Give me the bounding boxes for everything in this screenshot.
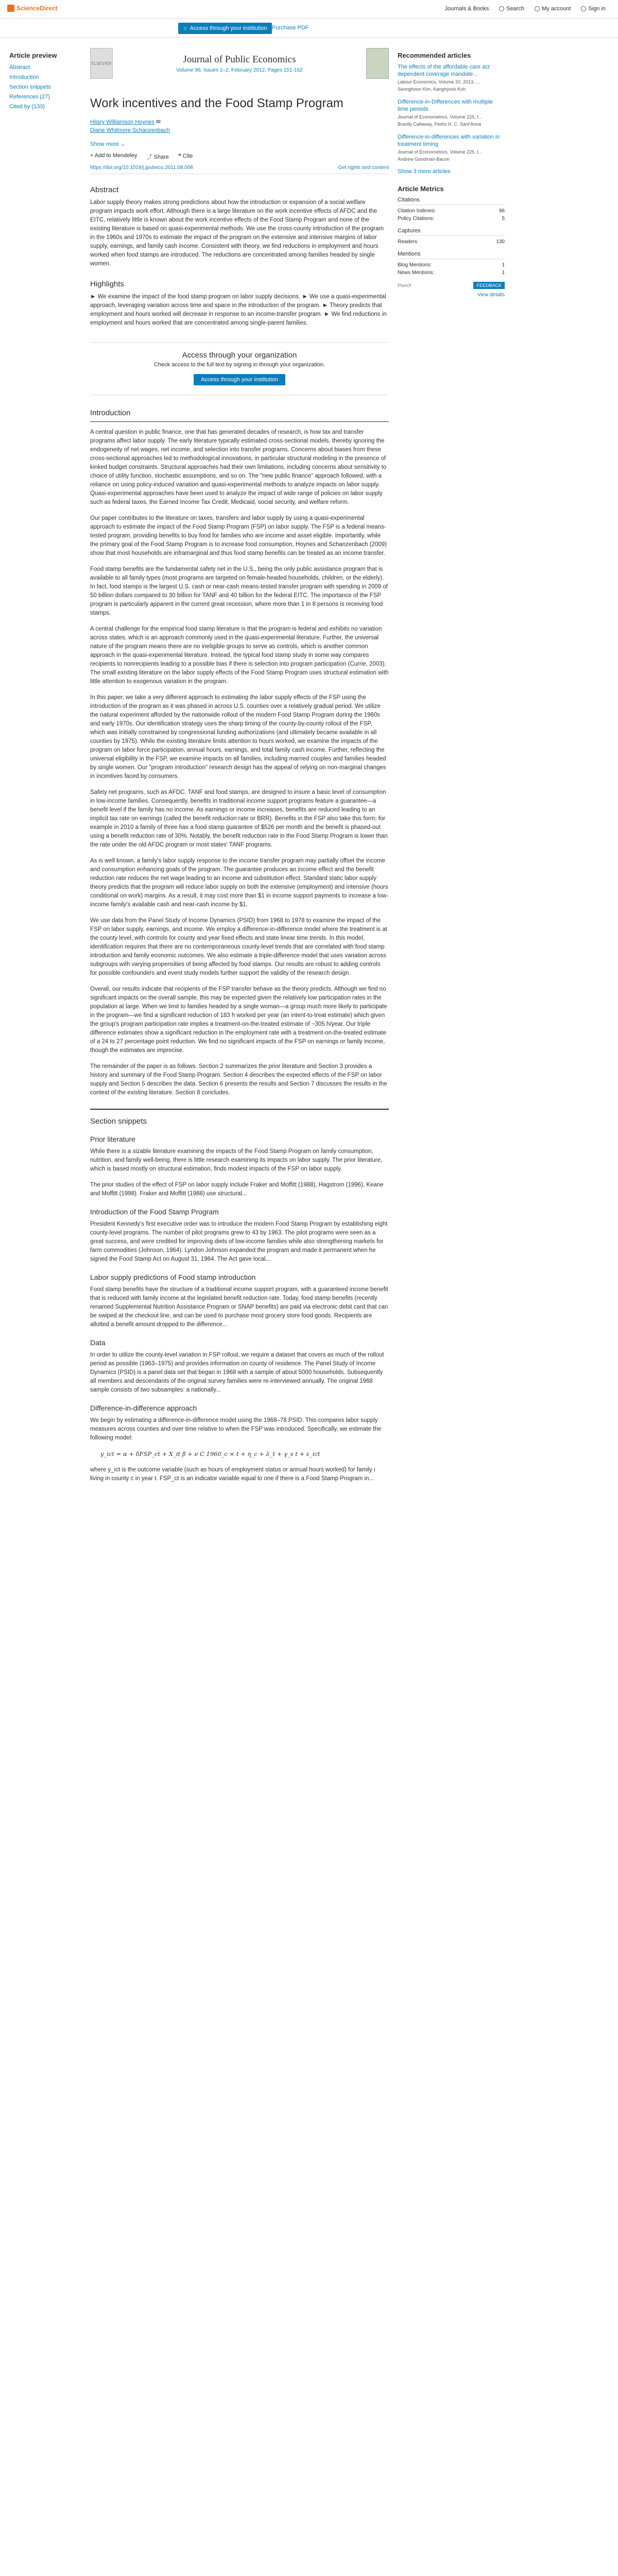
metrics-footer	[398, 282, 505, 289]
metric-group-citations	[398, 197, 505, 223]
mail-icon[interactable]: ✉	[156, 119, 161, 125]
nav-sign-in-label: Sign in	[588, 6, 606, 12]
snippet-paragraph: The prior studies of the effect of FSP on labor supply include Fraker and Moffitt (1988), Hagstrom (1996), Keane and Moffitt (1998). Fraker and Moffitt (1988) use structural...	[90, 1182, 384, 1197]
share-icon: ⤴	[146, 154, 152, 160]
snippet-title: Prior literature	[90, 1135, 135, 1143]
access-bar	[0, 19, 618, 38]
mendeley-label: Add to Mendeley	[94, 152, 138, 159]
intro-paragraph: In this paper, we take a very different approach to estimating the labor supply effects of the FSP using the introduction of the program as it was phased in across U.S. counties over a relatively gradual period. We utilize the natural experiment afforded by the nationwide rollout of the modern Food Stamp Program during the 1960s and early 1970s. Our identification strategy uses the sharp timing of the county-by-county rollout of the FSP, which was initially constrained by congressional funding authorizations (and ultimately became available in all counties by 1975). While the existing literature limits attention to hours worked, we examine the impacts of the program on labor force participation, annual hours, earnings, and total family cash income. Further, reflecting the universal eligibility in the FSP, we examine impacts on all families, including married couples and families headed by single women. Our "program introduction" research design has the appeal of relying on non-marginal changes in incentives faced by consumers.	[90, 694, 386, 779]
article-main	[90, 40, 389, 1490]
add-mendeley-button[interactable]: + Add to Mendeley	[90, 152, 138, 159]
journal-info	[119, 54, 360, 73]
abstract-heading: Abstract	[90, 185, 119, 194]
right-sidebar	[398, 52, 505, 298]
highlights-heading: Highlights	[90, 280, 124, 289]
elsevier-icon	[7, 5, 14, 12]
metric-value: 5	[502, 216, 505, 222]
outline-item-introduction[interactable]: Introduction	[9, 74, 39, 80]
intro-paragraph: A central question in public finance, one that has generated decades of research, is how tax and transfer programs affect labor supply. The early literature typically estimated cross-sectional models, thereby ignoring the endogeneity of net wages, net income, and selection into transfer programs. Concerns about biases from these cross-sectional approaches led to methodological innovations, in particular structural modeling in the presence of kinked budget constraints. Structural approaches had their own limitations, including concerns about sensitivity to choice of utility function, stochastic assumptions, and so on. The "new public finance" approach followed, with a reliance on using policy-induced variation and quasi-experimental methods to analyze impacts on labor supply. Quasi-experimental approaches have been used to analyze the impact of wide range of policies on labor supply such as federal taxes, the Earned Income Tax Credit, Medicaid, social security, and welfare reform.	[90, 429, 387, 505]
recommended-meta: Journal of Econometrics, Volume 225, I...	[398, 149, 483, 155]
recommended-item	[398, 98, 505, 127]
nav-search[interactable]	[499, 6, 524, 12]
metric-row	[398, 215, 505, 223]
intro-paragraph: Safety net programs, such as AFDC, TANF and food stamps, are designed to insure a basic level of consumption in low-income families. Consequently, benefits in traditional income support programs feature a guarantee—a benefit level if the family has no income. As earnings or income increases, benefits are reduced leading to an implicit tax rate on earnings (called the benefit reduction rate or BRR). Benefits in the FSP also take this form; for example in 2010 a family of three has a food stamp guarantee of $526 per month and the benefit is phased-out using a benefit reduction rate of 30%. Notably, the benefit reduction rate in the Food Stamp Program is lower than the rate under the old AFDC program or most states' TANF programs.	[90, 789, 388, 848]
recommended-authors: Brantly Callaway, Pedro H. C. Sant'Anna	[398, 122, 482, 127]
metric-value: 1	[502, 270, 505, 276]
nav-account-label: My account	[542, 6, 571, 12]
access-box	[90, 342, 389, 395]
access-institution-button[interactable]	[178, 23, 272, 34]
recommended-meta: Journal of Econometrics, Volume 225, I...	[398, 114, 483, 120]
metric-key: Citation Indexes:	[398, 208, 436, 214]
nav-my-account[interactable]	[535, 6, 571, 12]
recommended-authors: Andrew Goodman-Bacon	[398, 157, 450, 162]
feedback-button[interactable]: FEEDBACK	[473, 282, 505, 289]
show-more-label: Show more	[90, 141, 119, 147]
snippet-paragraph: In order to utilize the county-level variation in FSP rollout, we require a dataset that covers as much of the rollout period as possible (1963–1975) and provides information on county of residence. The Panel Study of Income Dynamics (PSID) is a panel data set that began in 1968 with a sample of about 5000 households. Subsequently all members and descendants of the original survey families were re-interviewed annually. The original 1968 sample consists of two subsamples: a nationally...	[90, 1352, 384, 1393]
show-more-toggle[interactable]	[90, 141, 389, 147]
metric-row	[398, 269, 505, 277]
top-bar	[0, 0, 618, 19]
plumx-logo: PlumX	[398, 283, 411, 288]
author-link-1[interactable]: Hilary Williamson Hoynes	[90, 119, 154, 125]
outline-item-snippets[interactable]: Section snippets	[9, 84, 51, 90]
snippet-paragraph: Food stamp benefits have the structure of a traditional income support program, with a guaranteed income benefit that is reduced with family income at the legislated benefit reduction rate. Today, food stamp benefits (recently renamed Supplemental Nutrition Assistance Program or SNAP benefits) are paid via electronic debit card that can be swiped at the checkout line, and can be used to purchase most grocery store food goods. Recipients are allotted a benefit amount dropped to the difference...	[90, 1286, 388, 1328]
journal-name[interactable]: Journal of Public Economics	[183, 54, 296, 65]
snippet-paragraph: While there is a sizable literature examining the impacts of the Food Stamp Program on family consumption, nutrition, and family well-being, there is little research examining its impacts on labor supply. The prior literature, which is based mostly on structural estimation, finds modest impacts of the FSP on labor supply.	[90, 1148, 383, 1172]
snippet-paragraph: President Kennedy's first executive order was to introduce the modern Food Stamp Program by establishing eight county-level programs. The number of pilot programs grew to 43 by 1963. The pilot programs were seen as a great success, and were credited for improving diets of low-income families while also strengthening markets for farm commodities (Johnson, 1964). Lyndon Johnson expanded the program and made it permanent when he signed the Food Stamp Act on August 31, 1964. The Act gave local...	[90, 1221, 388, 1262]
metric-group-label: Mentions	[398, 251, 505, 259]
abstract-text: Labor supply theory makes strong predictions about how the introduction or expansion of a social welfare program impacts work effort. Although there is a large literature on the work incentive effects of AFDC and the EITC, relatively little is known about the work incentive effects of the Food Stamp Program and none of the existing literature is based on quasi-experimental methods. We use the cross-county introduction of the program in the 1960s and 1970s to estimate the impact of the program on the extensive and intensive margins of labor supply, earnings, and family cash income. Consistent with theory, we find reductions in employment and hours worked when food stamps are introduced. The reductions are concentrated among families headed by single women.	[90, 199, 384, 267]
intro-paragraph: Food stamp benefits are the fundamental safety net in the U.S., being the only public assistance program that is available to all family types (most programs are targeted on female-headed households, children, or the elderly). In fact, food stamps is the largest U.S. cash or near-cash means-tested transfer program with spending in 2009 of 50 billion dollars compared to 30 billion for TANF and 40 billion for the federal EITC. The importance of the FSP program is particularly apparent in the current great recession, where more than 1 in 8 persons is receiving food stamps.	[90, 566, 388, 616]
snippets-heading: Section snippets	[90, 1109, 389, 1126]
recommended-link[interactable]: Difference-in-differences with variation in treatment timing	[398, 134, 500, 147]
journal-header	[90, 40, 389, 87]
author-link-2[interactable]: Diane Whitmore Schanzenbach	[90, 127, 170, 133]
quote-icon: ❝	[178, 153, 181, 159]
access-box-sub: Check access to the full text by signing in through your organization.	[153, 362, 325, 368]
intro-paragraph: The remainder of the paper is as follows. Section 2 summarizes the prior literature and Section 3 provides a history and summary of the Food Stamp Program. Section 4 describes the expected effects of the FSP on labor supply and Section 5 describes the data. Section 6 presents the results and Section 7 discusses the results in the context of the existing literature. Section 8 concludes.	[90, 1063, 387, 1096]
elsevier-logo[interactable]: ELSEVIER	[90, 48, 113, 79]
intro-paragraph: Overall, our results indicate that recipients of the FSP transfer behave as the theory predicts. Although we find no significant impacts on the overall sample, this may be expected given the relatively low participation rates in the population at large. When we limit to families headed by a single woman—a group much more likely to participate in the program—we find a significant reduction of 183 h worked per year (an intent-to-treat estimate) which given the group's program participation rate implies a treatment-on-the-treated estimate of −305 h/year. Our triple difference estimates show a significant reduction in the employment rate with a treatment-on-the-treated estimate of a 24 to 27 percentage point reduction. We find no significant impacts of the FSP on earnings or family income, though the estimates are imprecise.	[90, 986, 387, 1054]
author-list	[90, 118, 389, 134]
recommended-link[interactable]: The effects of the affordable care act dependent coverage mandate...	[398, 64, 490, 77]
metric-key: Blog Mentions:	[398, 262, 432, 268]
article-outline	[9, 52, 87, 113]
nav-search-label: Search	[506, 6, 525, 12]
journal-cover-image[interactable]	[366, 48, 389, 79]
highlights-text: ► We examine the impact of the food stamp program on labor supply decisions. ► We use a quasi-experimental approach, leveraging variation across time and space in the introduction of the program. ► Theory predicts that employment and hours worked will decrease in response to an income-transfer program. ► We find reductions in employment and hours worked that are concentrated among single-parent families.	[90, 294, 387, 326]
view-details-label: View details	[477, 292, 505, 298]
metric-key: Policy Citations:	[398, 216, 435, 222]
access-box-heading: Access through your organization	[182, 351, 297, 360]
metric-key: News Mentions:	[398, 270, 435, 276]
logo-text: ScienceDirect	[16, 5, 58, 12]
doi-link[interactable]: https://doi.org/10.1016/j.jpubeco.2011.08.006	[90, 165, 193, 171]
metric-group-mentions	[398, 251, 505, 277]
outline-item-references[interactable]: References (27)	[9, 94, 50, 100]
outline-heading: Article preview	[9, 52, 57, 59]
article-title: Work incentives and the Food Stamp Program	[90, 96, 344, 110]
cite-label: Cite	[182, 153, 193, 159]
institution-icon: ⌂	[183, 25, 187, 31]
purchase-pdf-link[interactable]: Purchase PDF	[272, 25, 309, 31]
metrics-heading: Article Metrics	[398, 185, 444, 193]
snippet-paragraph: where y_ict is the outcome variable (such as hours of employment status or annual hours worked) for family i living in county c in year t. FSP_ct is an indicator variable equal to one if there is a Food Stamp Program in...	[90, 1467, 375, 1482]
snippet-paragraph: We begin by estimating a difference-in-difference model using the 1968–78 PSID. This compares labor supply measures across counties and over time relative to when the FSP was introduced. Specifically, we estimate the following model:	[90, 1417, 382, 1441]
access-button-label: Access through your institution	[190, 25, 267, 31]
intro-paragraph: Our paper contributes to the literature on taxes, transfers and labor supply by using a quasi-experimental approach to estimate the impact of the Food Stamp Program (FSP) on labor supply. The FSP is a federal means-tested program, providing benefits to buy food for families who are income and asset eligible. Importantly, while the primary goal of the Food Stamp Program is to increase food consumption, Hoynes and Schanzenbach (2009) show that most households are inframarginal and thus food stamp benefits can be treated as an income transfer.	[90, 515, 387, 556]
show-more-articles[interactable]: Show 3 more articles	[398, 168, 451, 175]
recommended-heading: Recommended articles	[398, 52, 471, 59]
metric-key: Readers:	[398, 239, 419, 245]
outline-item-abstract[interactable]: Abstract	[9, 64, 30, 71]
metric-value: 96	[499, 208, 505, 214]
doi-line	[90, 165, 389, 174]
outline-item-cited-by[interactable]: Cited by (133)	[9, 104, 45, 110]
view-details-link[interactable]	[398, 292, 505, 298]
rights-link[interactable]: Get rights and content	[338, 165, 389, 171]
top-nav	[445, 6, 606, 12]
recommended-item	[398, 63, 505, 92]
metric-group-label: Captures	[398, 228, 505, 236]
journal-volume[interactable]: Volume 96, Issues 1–2, February 2012, Pages 151-162	[176, 67, 303, 73]
institution-icon	[581, 6, 586, 11]
cite-button[interactable]	[178, 152, 193, 161]
intro-paragraph: We use data from the Panel Study of Income Dynamics (PSID) from 1968 to 1978 to examine the impact of the FSP on labor supply, earnings, and income. We employ a difference-in-difference model where the treatment is at the county level, with controls for county and year fixed effects and state linear time trends. In this model, identification requires that there are no contemporaneous county-level trends that are correlated with food stamp introduction and family economic outcomes. We also estimate a triple-difference model that uses variation across subgroups with varying propensities of being affected by food stamps. Our results are robust to adding controls for possible confounders and event study models further support the validity of the research design.	[90, 918, 387, 976]
intro-paragraph: As is well known, a family's labor supply response to the income transfer program may partially offset the income and consumption enhancing goals of the program. The guarantee produces an income effect and the benefit reduction rate reduces the net wage leading to an income and substitution effect. Standard static labor supply theory predicts that the program will reduce labor supply on both the extensive (employment) and intensive (hours conditional on work) margins. As a result, it may cost more than $1 in income support payments to increase a low-income family's available cash and near-cash income by $1.	[90, 858, 389, 908]
recommended-meta: Labour Economics, Volume 20, 2013, ...	[398, 79, 480, 84]
metric-row	[398, 207, 505, 215]
snippet-title: Difference-in-difference approach	[90, 1404, 197, 1412]
nav-sign-in[interactable]	[581, 6, 606, 12]
share-button[interactable]	[146, 152, 168, 161]
article-actions	[90, 152, 389, 161]
metric-row	[398, 261, 505, 269]
metric-group-captures	[398, 228, 505, 246]
metric-value: 130	[496, 239, 505, 245]
share-label: Share	[153, 154, 169, 160]
metric-row	[398, 238, 505, 246]
snippet-title: Data	[90, 1338, 106, 1347]
access-institution-button-2[interactable]: Access through your institution	[194, 374, 285, 385]
search-icon	[499, 6, 504, 11]
intro-paragraph: A central challenge for the empirical food stamp literature is that the program is federal and exhibits no variation across states, which is an approach commonly used in the quasi-experimental literature. Further, the universal nature of the program means there are no ineligible groups to serve as controls, which is another common approach in the quasi-experimental literature. Instead, the typical food stamp study in some way compares recipients to nonrecipients leading to a possible bias if there is selection into program participation (Currie, 2003). The small existing literature on the labor supply effects of the Food Stamp Program uses structural estimation with little attention to exogenous variation in the program.	[90, 626, 389, 685]
nav-journals-books[interactable]: Journals & Books	[444, 6, 489, 12]
recommended-authors: Seonghoon Kim, Kanghyock Koh	[398, 87, 466, 92]
chevron-down-icon: ⌄	[120, 141, 125, 147]
sciencedirect-logo[interactable]	[7, 5, 57, 12]
recommended-item	[398, 133, 505, 162]
metric-group-label: Citations	[398, 197, 505, 205]
divider	[90, 421, 389, 422]
snippet-title: Labor supply predictions of Food stamp introduction	[90, 1273, 256, 1281]
user-icon	[535, 6, 540, 11]
snippet-title: Introduction of the Food Stamp Program	[90, 1208, 219, 1216]
equation: y_ict = α + δFSP_ct + X_it β + ν C 1960_c × t + η_c + λ_t + γ_s t + ε_ict	[100, 1450, 320, 1458]
intro-heading: Introduction	[90, 409, 131, 417]
metric-value: 1	[502, 262, 505, 268]
recommended-link[interactable]: Difference-in-Differences with multiple time periods	[398, 99, 493, 112]
